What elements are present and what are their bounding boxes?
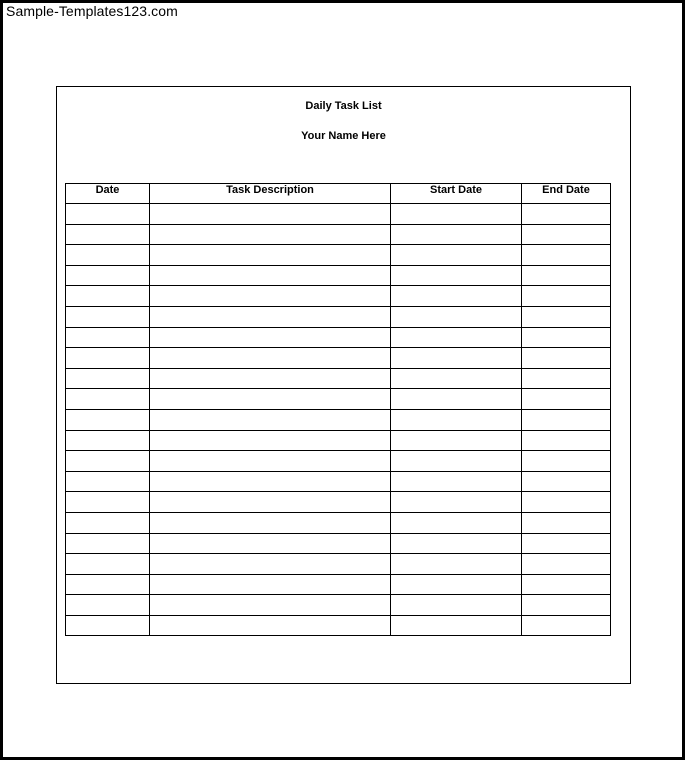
start-date-cell[interactable]	[391, 595, 522, 616]
end-date-cell[interactable]	[522, 430, 611, 451]
date-cell[interactable]	[66, 409, 150, 430]
task-description-cell[interactable]	[150, 306, 391, 327]
end-date-cell[interactable]	[522, 451, 611, 472]
end-date-cell[interactable]	[522, 327, 611, 348]
table-row	[66, 574, 611, 595]
task-description-cell[interactable]	[150, 533, 391, 554]
date-cell[interactable]	[66, 615, 150, 636]
start-date-cell[interactable]	[391, 327, 522, 348]
table-row	[66, 368, 611, 389]
end-date-cell[interactable]	[522, 224, 611, 245]
start-date-cell[interactable]	[391, 471, 522, 492]
table-row	[66, 512, 611, 533]
start-date-cell[interactable]	[391, 451, 522, 472]
end-date-cell[interactable]	[522, 512, 611, 533]
end-date-cell[interactable]	[522, 389, 611, 410]
start-date-cell[interactable]	[391, 389, 522, 410]
task-description-cell[interactable]	[150, 512, 391, 533]
start-date-cell[interactable]	[391, 574, 522, 595]
table-row	[66, 265, 611, 286]
document-subtitle: Your Name Here	[301, 130, 386, 142]
column-header-start-date: Start Date	[391, 184, 522, 204]
table-row	[66, 389, 611, 410]
date-cell[interactable]	[66, 368, 150, 389]
table-row	[66, 492, 611, 513]
start-date-cell[interactable]	[391, 368, 522, 389]
document-title: Daily Task List	[305, 100, 382, 112]
task-table	[65, 183, 611, 636]
date-cell[interactable]	[66, 595, 150, 616]
task-description-cell[interactable]	[150, 204, 391, 225]
task-description-cell[interactable]	[150, 327, 391, 348]
task-description-cell[interactable]	[150, 430, 391, 451]
date-cell[interactable]	[66, 348, 150, 369]
end-date-cell[interactable]	[522, 368, 611, 389]
start-date-cell[interactable]	[391, 204, 522, 225]
task-table-body	[66, 204, 611, 636]
end-date-cell[interactable]	[522, 492, 611, 513]
table-row	[66, 471, 611, 492]
end-date-cell[interactable]	[522, 265, 611, 286]
date-cell[interactable]	[66, 265, 150, 286]
task-description-cell[interactable]	[150, 574, 391, 595]
date-cell[interactable]	[66, 286, 150, 307]
task-description-cell[interactable]	[150, 265, 391, 286]
column-header-task-description: Task Description	[150, 184, 391, 204]
date-cell[interactable]	[66, 327, 150, 348]
date-cell[interactable]	[66, 306, 150, 327]
start-date-cell[interactable]	[391, 245, 522, 266]
task-description-cell[interactable]	[150, 409, 391, 430]
date-cell[interactable]	[66, 430, 150, 451]
task-description-cell[interactable]	[150, 492, 391, 513]
table-row	[66, 327, 611, 348]
table-row	[66, 204, 611, 225]
table-row	[66, 451, 611, 472]
task-description-cell[interactable]	[150, 595, 391, 616]
end-date-cell[interactable]	[522, 245, 611, 266]
date-cell[interactable]	[66, 533, 150, 554]
date-cell[interactable]	[66, 224, 150, 245]
table-row	[66, 554, 611, 575]
end-date-cell[interactable]	[522, 554, 611, 575]
start-date-cell[interactable]	[391, 512, 522, 533]
date-cell[interactable]	[66, 512, 150, 533]
start-date-cell[interactable]	[391, 265, 522, 286]
start-date-cell[interactable]	[391, 533, 522, 554]
date-cell[interactable]	[66, 204, 150, 225]
table-row	[66, 430, 611, 451]
end-date-cell[interactable]	[522, 615, 611, 636]
end-date-cell[interactable]	[522, 286, 611, 307]
date-cell[interactable]	[66, 245, 150, 266]
task-description-cell[interactable]	[150, 451, 391, 472]
task-description-cell[interactable]	[150, 286, 391, 307]
end-date-cell[interactable]	[522, 471, 611, 492]
date-cell[interactable]	[66, 554, 150, 575]
task-description-cell[interactable]	[150, 615, 391, 636]
table-row	[66, 224, 611, 245]
table-row	[66, 615, 611, 636]
start-date-cell[interactable]	[391, 430, 522, 451]
end-date-cell[interactable]	[522, 595, 611, 616]
table-row	[66, 245, 611, 266]
watermark-text: Sample-Templates123.com	[6, 3, 178, 19]
start-date-cell[interactable]	[391, 224, 522, 245]
end-date-cell[interactable]	[522, 306, 611, 327]
table-row	[66, 533, 611, 554]
start-date-cell[interactable]	[391, 554, 522, 575]
date-cell[interactable]	[66, 574, 150, 595]
column-header-date: Date	[66, 184, 150, 204]
end-date-cell[interactable]	[522, 533, 611, 554]
end-date-cell[interactable]	[522, 574, 611, 595]
start-date-cell[interactable]	[391, 615, 522, 636]
task-description-cell[interactable]	[150, 348, 391, 369]
task-description-cell[interactable]	[150, 245, 391, 266]
start-date-cell[interactable]	[391, 492, 522, 513]
date-cell[interactable]	[66, 471, 150, 492]
table-row	[66, 409, 611, 430]
start-date-cell[interactable]	[391, 409, 522, 430]
start-date-cell[interactable]	[391, 306, 522, 327]
task-description-cell[interactable]	[150, 368, 391, 389]
start-date-cell[interactable]	[391, 348, 522, 369]
table-header-row	[66, 184, 611, 204]
table-row	[66, 595, 611, 616]
task-description-cell[interactable]	[150, 224, 391, 245]
end-date-cell[interactable]	[522, 204, 611, 225]
start-date-cell[interactable]	[391, 286, 522, 307]
table-row	[66, 286, 611, 307]
task-description-cell[interactable]	[150, 471, 391, 492]
task-description-cell[interactable]	[150, 389, 391, 410]
task-list-page	[56, 86, 631, 684]
end-date-cell[interactable]	[522, 348, 611, 369]
date-cell[interactable]	[66, 492, 150, 513]
date-cell[interactable]	[66, 389, 150, 410]
table-row	[66, 348, 611, 369]
end-date-cell[interactable]	[522, 409, 611, 430]
task-description-cell[interactable]	[150, 554, 391, 575]
date-cell[interactable]	[66, 451, 150, 472]
table-row	[66, 306, 611, 327]
column-header-end-date: End Date	[522, 184, 611, 204]
